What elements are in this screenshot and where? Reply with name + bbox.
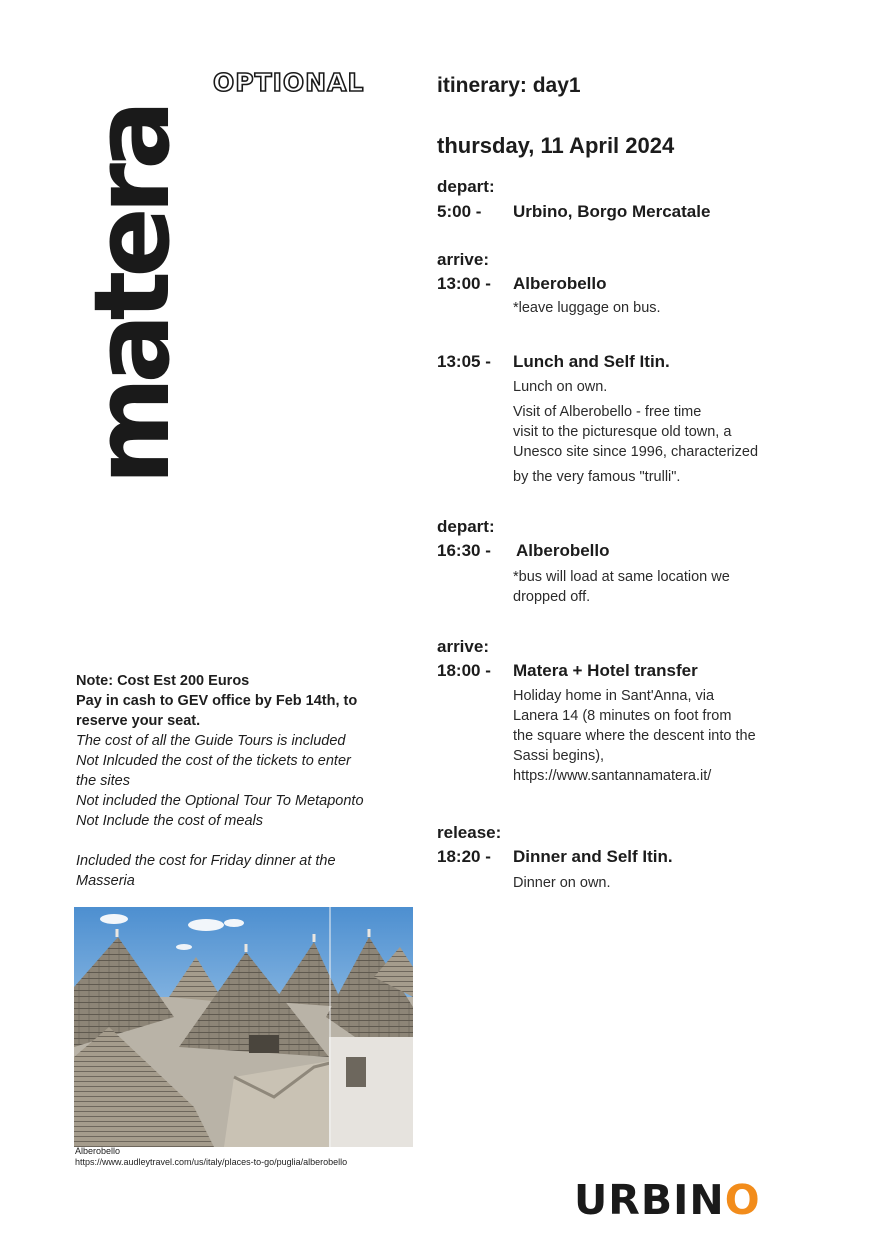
detail-line: dropped off. <box>513 589 591 605</box>
event-title: Urbino, Borgo Mercatale <box>513 202 711 221</box>
time: 18:20 - <box>437 847 491 866</box>
time: 13:00 - <box>437 274 491 293</box>
note-line: Note: Cost Est 200 Euros <box>76 673 250 689</box>
label-arrive: arrive: <box>437 637 489 656</box>
schedule-item-alberobello <box>437 274 607 294</box>
label-depart: depart: <box>437 517 495 536</box>
note-line: Not included the Optional Tour To Metaponto <box>76 793 364 809</box>
time: 16:30 - <box>437 541 491 560</box>
event-details <box>513 298 813 318</box>
schedule-item-dinner <box>437 847 673 867</box>
detail-line: Lunch on own. <box>513 379 608 395</box>
alberobello-photo <box>74 907 413 1147</box>
label-release: release: <box>437 823 502 842</box>
detail-line: Lanera 14 (8 minutes on foot from <box>513 708 732 724</box>
detail-line: by the very famous "trulli". <box>513 469 681 485</box>
detail-line: Visit of Alberobello - free time <box>513 404 702 420</box>
schedule-item-alberobello-depart <box>437 541 610 561</box>
note-line: Masseria <box>76 873 135 889</box>
note-line: Included the cost for Friday dinner at the <box>76 853 336 869</box>
note-line: The cost of all the Guide Tours is included <box>76 733 346 749</box>
photo-caption <box>75 1146 347 1168</box>
label-depart: depart: <box>437 177 495 196</box>
event-details <box>513 567 813 607</box>
schedule-item-matera <box>437 661 698 681</box>
detail-line: visit to the picturesque old town, a <box>513 424 732 440</box>
caption-title: Alberobello <box>75 1146 121 1156</box>
label-arrive: arrive: <box>437 250 489 269</box>
detail-line: *leave luggage on bus. <box>513 300 661 316</box>
schedule-item-urbino <box>437 202 710 222</box>
date-heading: thursday, 11 April 2024 <box>437 133 675 158</box>
cost-note <box>76 671 421 891</box>
detail-line: Dinner on own. <box>513 875 611 891</box>
note-line: Not Include the cost of meals <box>76 813 263 829</box>
time: 5:00 - <box>437 202 482 221</box>
side-title: matera <box>71 106 193 485</box>
time: 13:05 - <box>437 352 491 371</box>
schedule-item-lunch <box>437 352 670 372</box>
detail-line: Holiday home in Sant'Anna, via <box>513 688 715 704</box>
caption-source-link[interactable]: https://www.audleytravel.com/us/italy/places-to-go/puglia/alberobello <box>75 1157 348 1167</box>
event-title: Alberobello <box>516 541 610 560</box>
detail-line: Unesco site since 1996, characterized <box>513 444 759 460</box>
note-line: Pay in cash to GEV office by Feb 14th, to <box>76 693 358 709</box>
urbino-logo <box>574 1176 761 1224</box>
hotel-link[interactable]: https://www.santannamatera.it/ <box>513 768 712 784</box>
note-line: the sites <box>76 773 130 789</box>
note-line: reserve your seat. <box>76 713 201 729</box>
logo-accent-letter: O <box>724 1176 761 1224</box>
event-title: Alberobello <box>513 274 607 293</box>
event-details <box>513 873 813 893</box>
event-details <box>513 377 813 487</box>
itinerary-title: itinerary: day1 <box>437 74 581 97</box>
note-line: Not Inlcuded the cost of the tickets to enter <box>76 753 351 769</box>
event-title: Matera + Hotel transfer <box>513 661 698 680</box>
detail-line: Sassi begins), <box>513 748 605 764</box>
detail-line: *bus will load at same location we <box>513 569 730 585</box>
event-title: Dinner and Self Itin. <box>513 847 673 866</box>
time: 18:00 - <box>437 661 491 680</box>
event-details <box>513 686 813 786</box>
logo-text: URBIN <box>574 1176 725 1224</box>
optional-label: OPTIONAL <box>213 68 365 97</box>
detail-line: the square where the descent into the <box>513 728 756 744</box>
event-title: Lunch and Self Itin. <box>513 352 670 371</box>
